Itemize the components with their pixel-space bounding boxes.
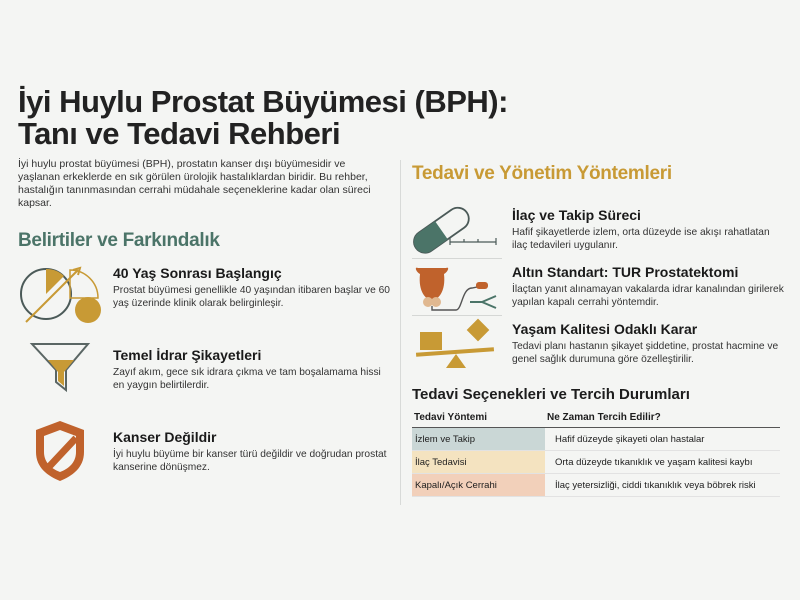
treatment-item: Altın Standart: TUR Prostatektomi İlaçtan yanıt alınamayan vakalarda idrar kanalından girilerek yapılan kapalı cerrahi yöntemdir.: [512, 264, 784, 308]
table-heading: Tedavi Seçenekleri ve Tercih Durumları: [412, 386, 690, 403]
shield-no-icon: [32, 418, 88, 484]
treatment-table: [412, 408, 780, 497]
intro-text: İyi huylu prostat büyümesi (BPH), prostatın kanser dışı büyümesidir ve yaşlanan erkeklerde en sık görülen ürolojik hastalıklardan biridir. Bu rehber, hastalığın tanınmasından cerrahi müdahale seçeneklerine kadar olan süreci kapsar.: [18, 158, 371, 209]
table-header-row: Tedavi Yöntemi Ne Zaman Tercih Edilir?: [412, 408, 780, 428]
separator: [412, 258, 502, 259]
treatment-item: Yaşam Kalitesi Odaklı Karar Tedavi planı hastanın şikayet şiddetine, prostat hacmine ve genel sağlık durumuna göre özelleştirilir.: [512, 321, 779, 365]
symptom-item: Kanser Değildir İyi huylu büyüme bir kanser türü değildir ve doğrudan prostat kanserine dönüşmez.: [113, 429, 387, 473]
balance-icon: [412, 318, 500, 370]
column-divider: [400, 160, 401, 505]
symptom-item: 40 Yaş Sonrası Başlangıç Prostat büyümesi genellikle 40 yaşından itibaren başlar ve 60 yaş üzerinde klinik olarak belirginleşir.: [113, 265, 390, 309]
table-row: İzlem ve Takip Hafif düzeyde şikayeti olan hastalar: [412, 428, 780, 451]
bladder-instrument-icon: [412, 262, 500, 312]
separator: [412, 315, 502, 316]
symptom-item: Temel İdrar Şikayetleri Zayıf akım, gece sık idrara çıkma ve tam boşalamama hissi en yaygın belirtilerdir.: [113, 347, 381, 391]
symptoms-heading: Belirtiler ve Farkındalık: [18, 230, 220, 251]
funnel-icon: [28, 342, 92, 394]
treatment-heading: Tedavi ve Yönetim Yöntemleri: [412, 163, 672, 184]
clock-growth-icon: [18, 262, 104, 328]
treatment-item: İlaç ve Takip Süreci Hafif şikayetlerde izlem, orta düzeyde ise akışı rahatlatan ilaç tedavileri uygulanır.: [512, 207, 770, 251]
table-row: Kapalı/Açık Cerrahi İlaç yetersizliği, ciddi tıkanıklık veya böbrek riski: [412, 474, 780, 497]
table-row: İlaç Tedavisi Orta düzeyde tıkanıklık ve yaşam kalitesi kaybı: [412, 451, 780, 474]
pill-icon: [412, 205, 500, 255]
page-title: İyi Huylu Prostat Büyümesi (BPH): Tanı ve Tedavi Rehberi: [18, 84, 508, 151]
